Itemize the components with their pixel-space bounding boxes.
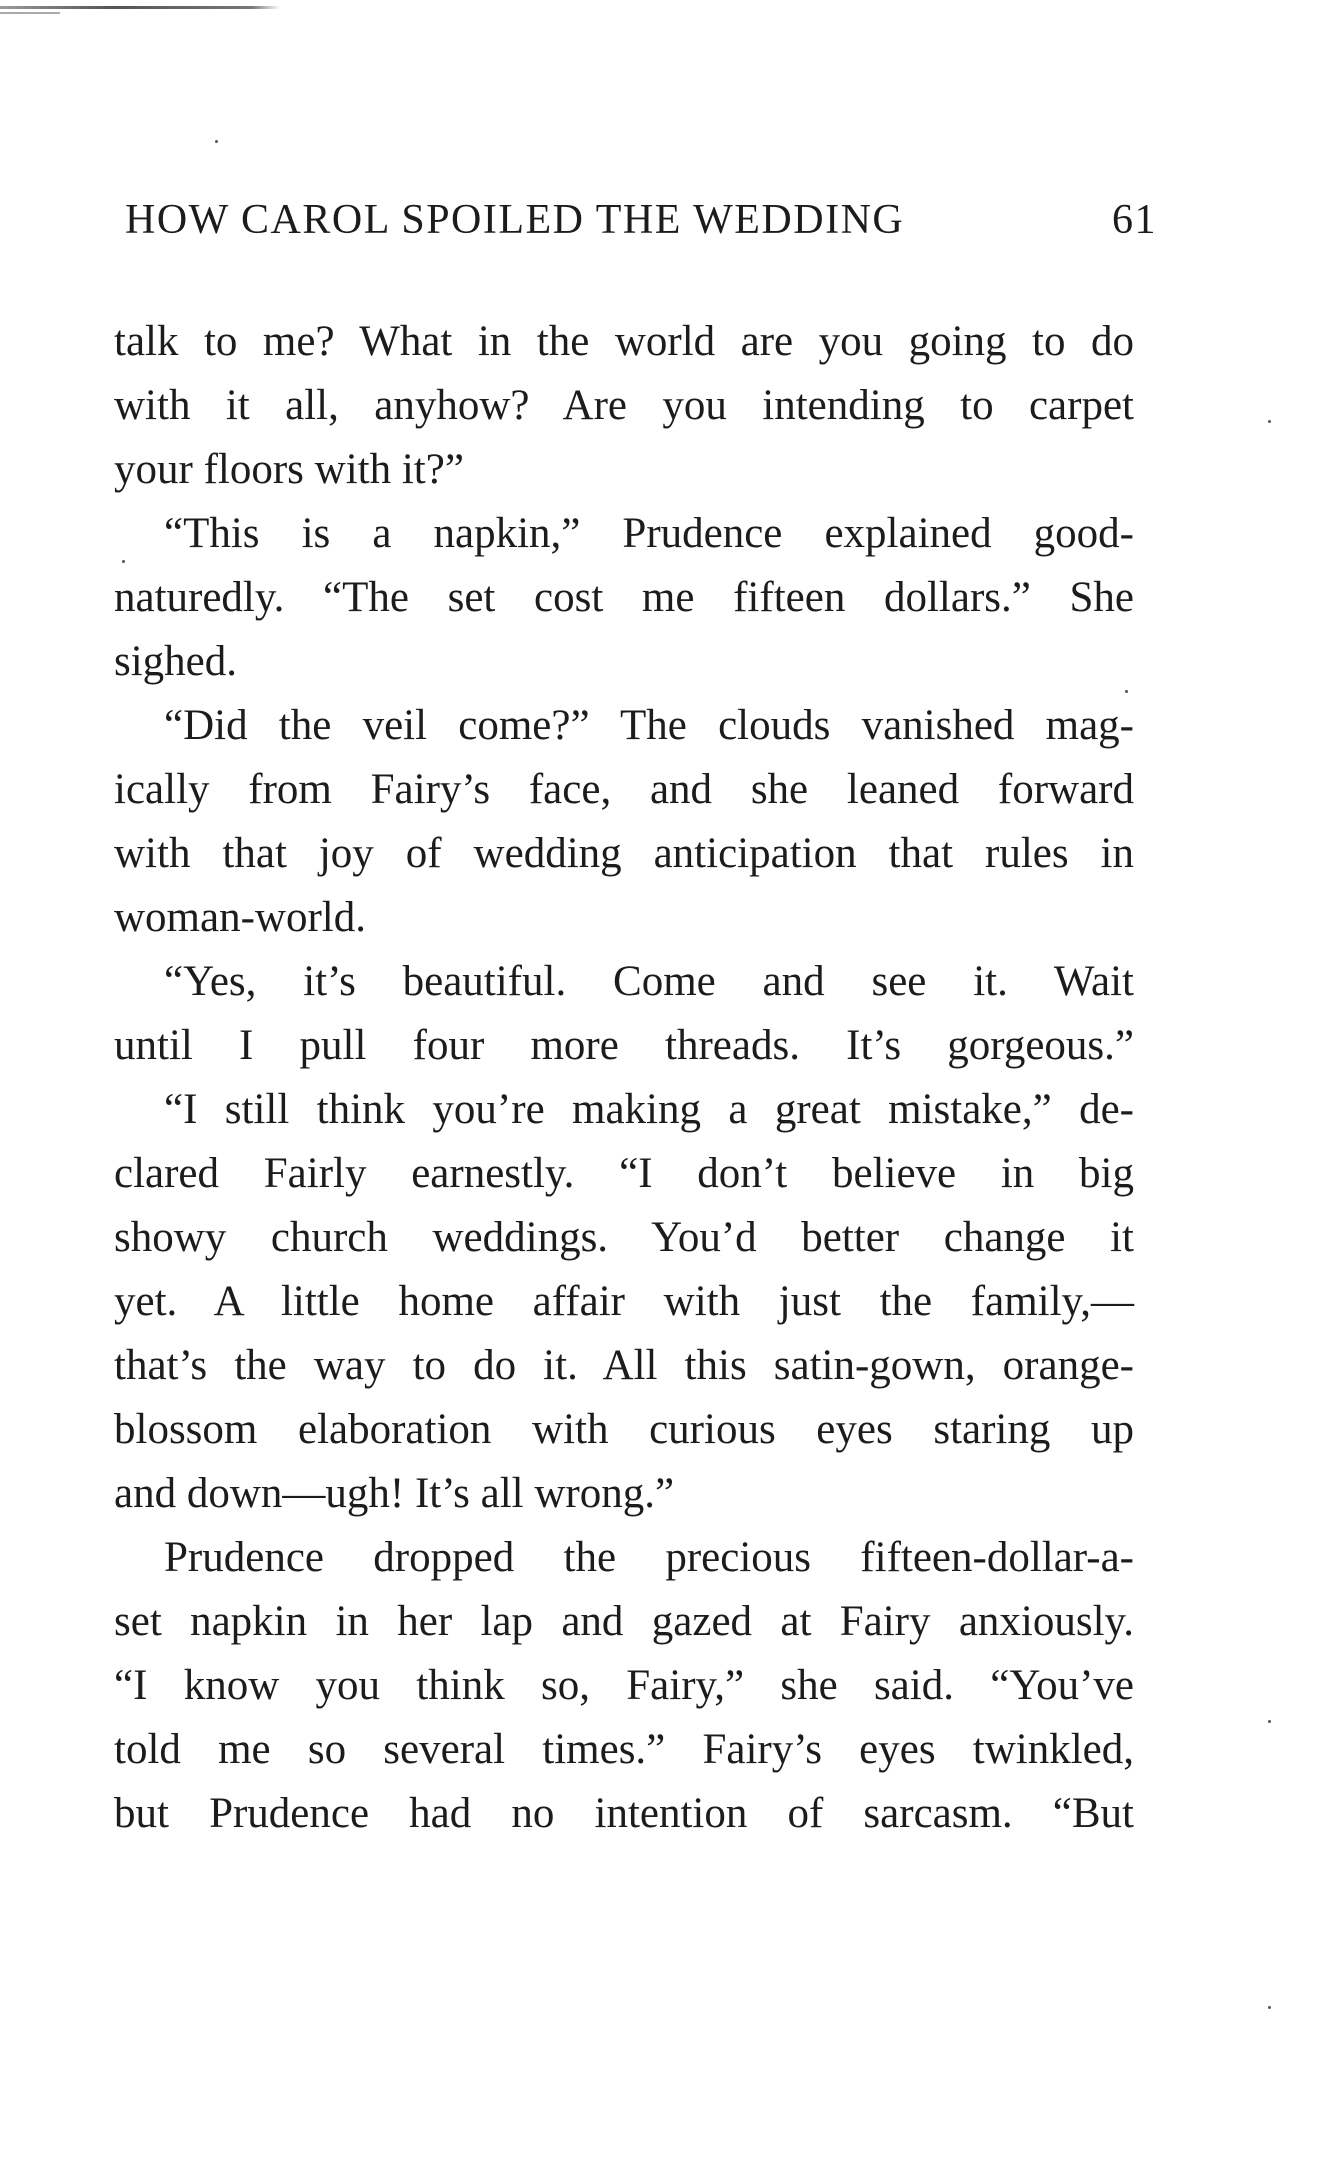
dust-speck bbox=[1268, 1720, 1271, 1723]
text-line: blossom elaboration with curious eyes staring up bbox=[114, 1406, 1134, 1453]
text-line: until I pull four more threads. It’s gorgeous.” bbox=[114, 1022, 1134, 1069]
text-line: showy church weddings. You’d better change it bbox=[114, 1214, 1134, 1261]
text-line: that’s the way to do it. All this satin-gown, orange- bbox=[114, 1342, 1134, 1389]
chapter-title: HOW CAROL SPOILED THE WEDDING bbox=[125, 197, 905, 243]
text-line: told me so several times.” Fairy’s eyes twinkled, bbox=[114, 1726, 1134, 1773]
text-line: “Did the veil come?” The clouds vanished mag- bbox=[164, 702, 1134, 749]
scan-artifact bbox=[0, 12, 60, 14]
dust-speck bbox=[1125, 690, 1128, 693]
text-line: with it all, anyhow? Are you intending to carpet bbox=[114, 382, 1134, 429]
page-number: 61 bbox=[1112, 197, 1157, 243]
text-line: ically from Fairy’s face, and she leaned forward bbox=[114, 766, 1134, 813]
text-line: “This is a napkin,” Prudence explained good- bbox=[164, 510, 1134, 557]
text-line: clared Fairly earnestly. “I don’t believe in big bbox=[114, 1150, 1134, 1197]
text-line: your floors with it?” bbox=[114, 446, 464, 493]
scan-artifact bbox=[0, 6, 280, 9]
text-line: yet. A little home affair with just the family,— bbox=[114, 1278, 1134, 1325]
dust-speck bbox=[122, 560, 125, 563]
text-line: sighed. bbox=[114, 638, 238, 685]
text-line: “Yes, it’s beautiful. Come and see it. Wait bbox=[164, 958, 1134, 1005]
text-line: but Prudence had no intention of sarcasm. “But bbox=[114, 1790, 1134, 1837]
text-line: naturedly. “The set cost me fifteen dollars.” She bbox=[114, 574, 1134, 621]
dust-speck bbox=[1268, 2006, 1271, 2009]
dust-speck bbox=[215, 140, 218, 143]
text-line: and down—ugh! It’s all wrong.” bbox=[114, 1470, 675, 1517]
body-text bbox=[114, 310, 1134, 1846]
text-line: set napkin in her lap and gazed at Fairy anxiously. bbox=[114, 1598, 1134, 1645]
text-line: talk to me? What in the world are you going to do bbox=[114, 318, 1134, 365]
text-line: Prudence dropped the precious fifteen-dollar-a- bbox=[164, 1534, 1134, 1581]
text-line: with that joy of wedding anticipation that rules in bbox=[114, 830, 1134, 877]
dust-speck bbox=[1268, 420, 1271, 423]
text-line: woman-world. bbox=[114, 894, 366, 941]
running-head bbox=[125, 196, 1157, 260]
text-line: “I know you think so, Fairy,” she said. “You’ve bbox=[114, 1662, 1134, 1709]
text-line: “I still think you’re making a great mistake,” de- bbox=[164, 1086, 1134, 1133]
